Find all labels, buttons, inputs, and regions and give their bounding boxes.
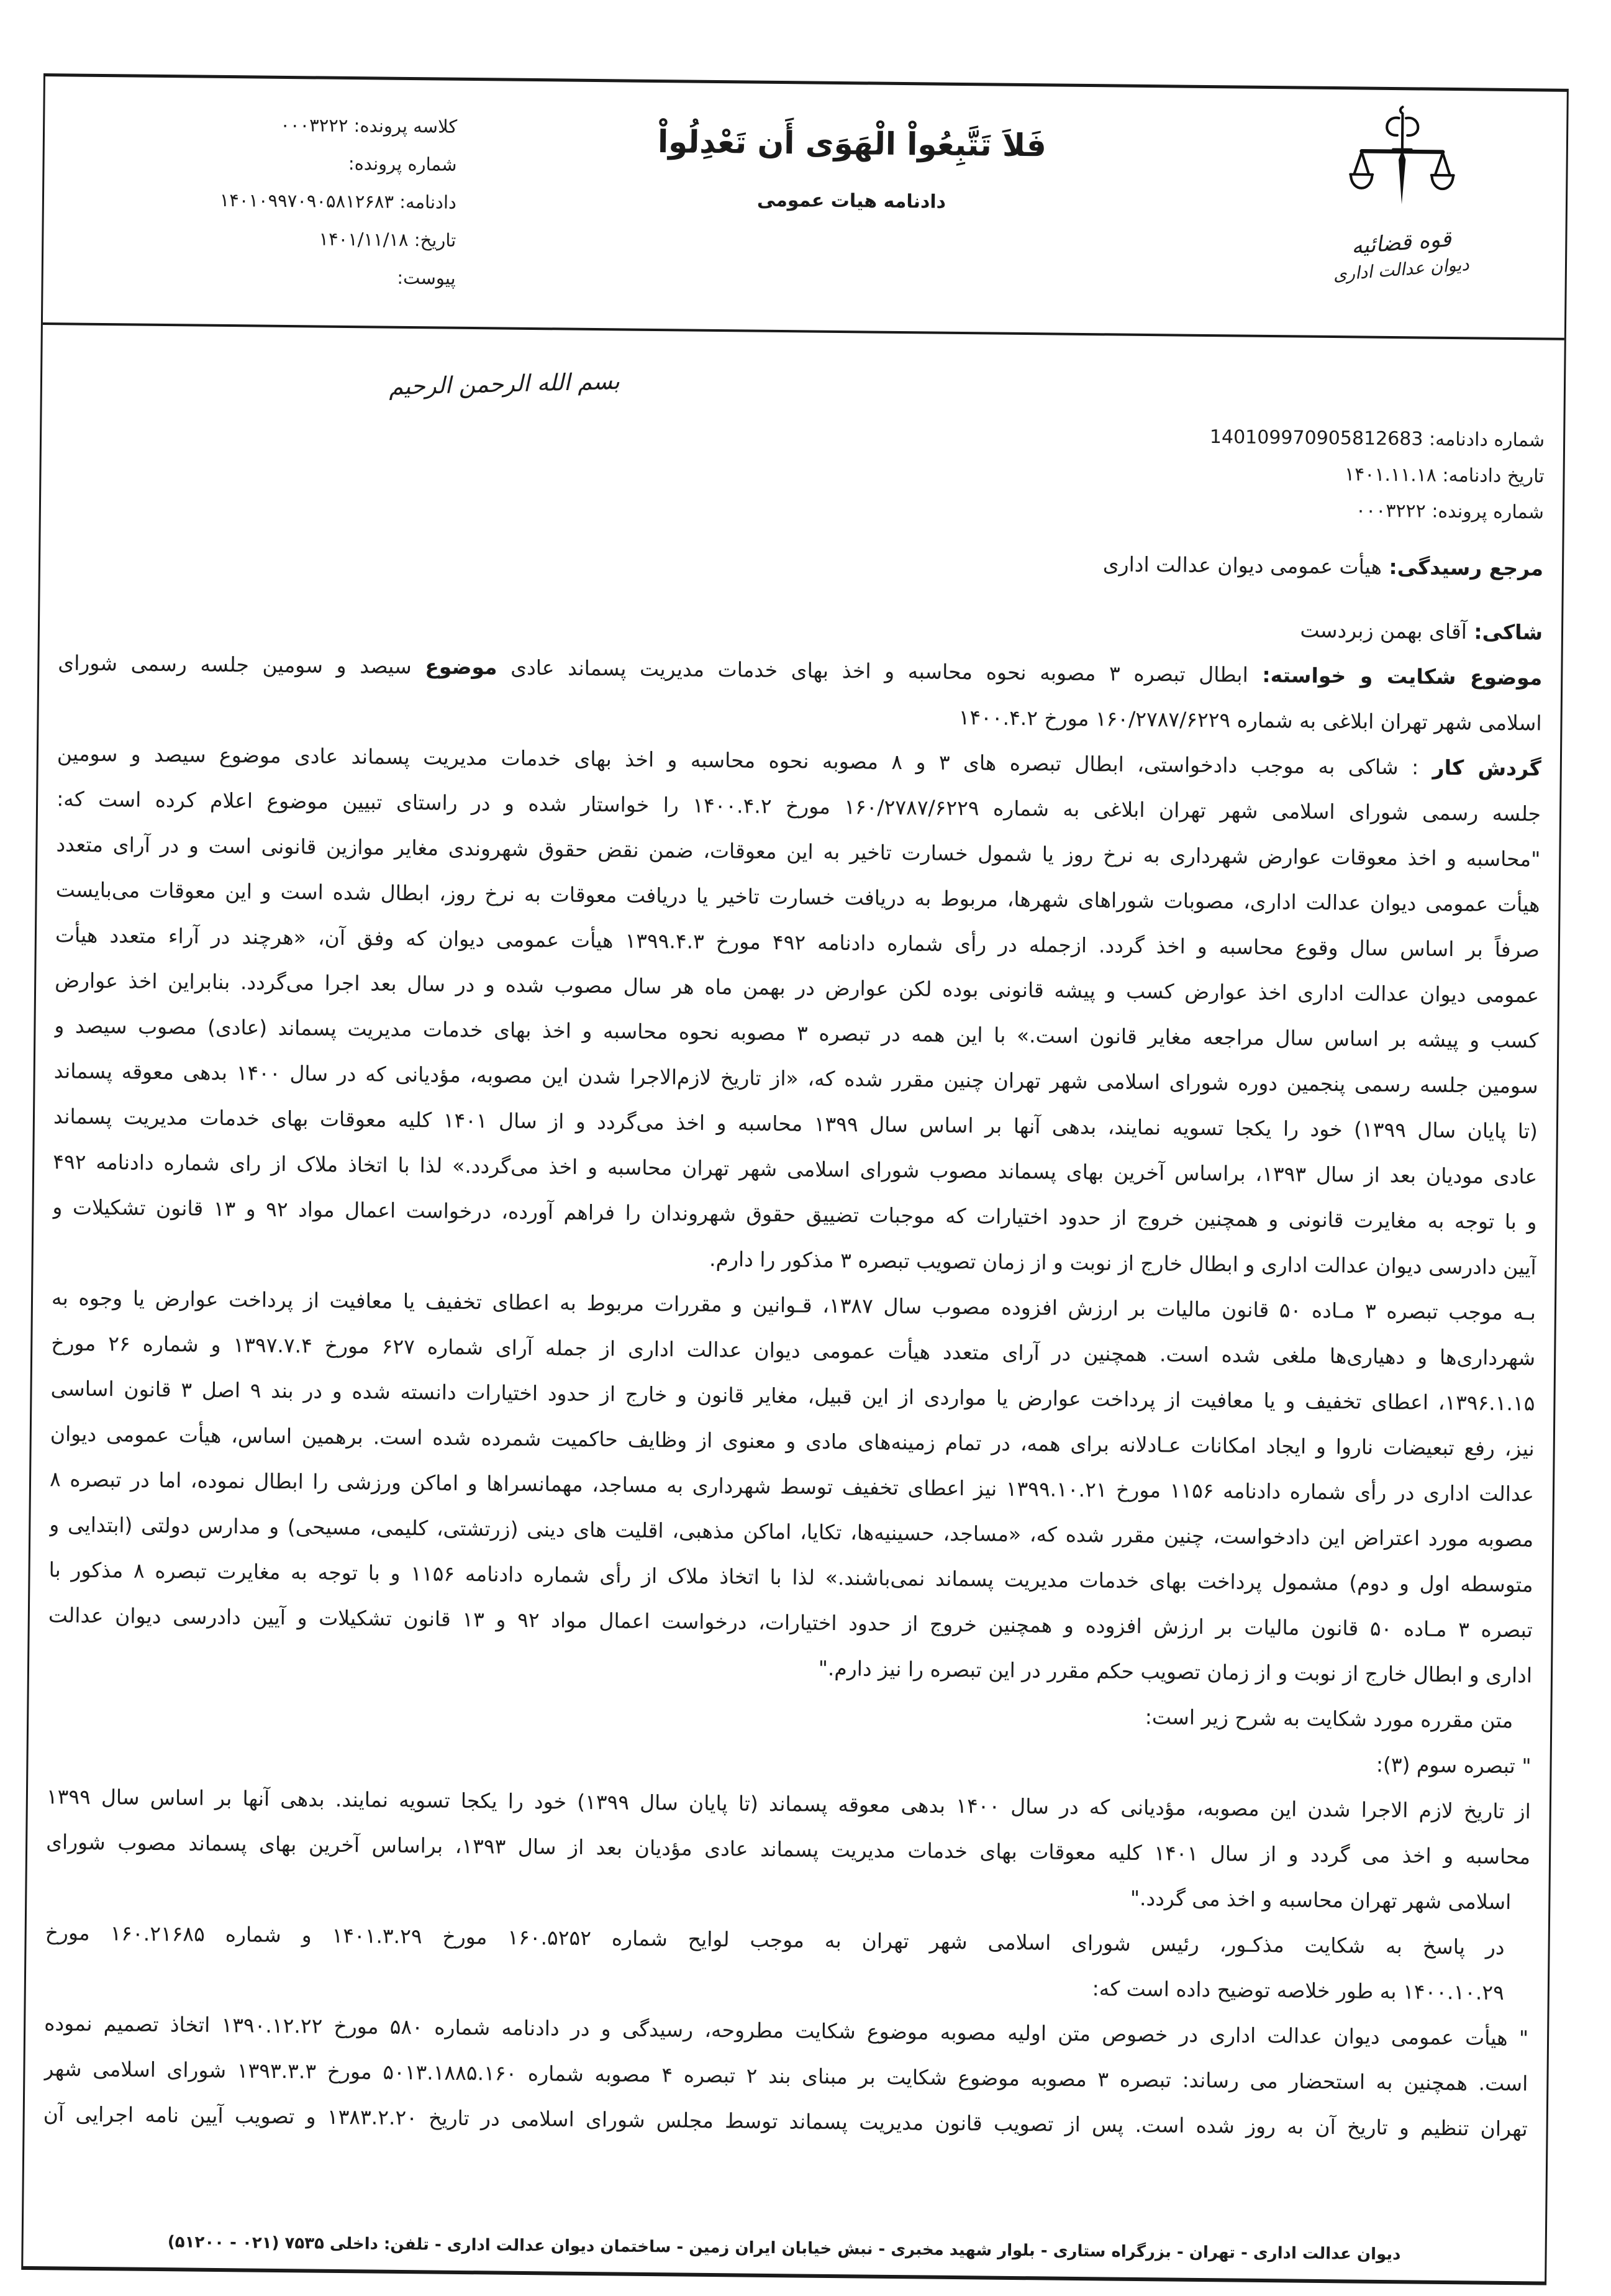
document-line: جلسه رسمی شورای اسلامی شهر تهران ابلاغی به شماره ۱۶۰/۲۷۸۷/۶۲۲۹ مورخ ۱۴۰۰.۴.۲ را خواستار شده و در راستای تبیین موضوع اعلام کرده است که: [56, 786, 1541, 826]
case-info-line: کلاسه پرونده: ۰۰۰۳۲۲۲ [280, 114, 458, 137]
case-info [52, 76, 458, 327]
document-line: از تاریخ لازم الاجرا شدن این مصوبه، مؤدیانی که در سال ۱۴۰۰ بدهی معوقه پسماند (تا پایان سال ۱۳۹۹) خود را یکجا تسویه نمایند. بدهی آنها بر اساس سال ۱۳۹۹ [46, 1784, 1531, 1824]
case-info-line: شماره پرونده: [348, 152, 457, 175]
judgment-text [43, 531, 1543, 2151]
document-line: (تا پایان سال ۱۳۹۹) خود را یکجا تسویه نمایند، بدهی آنها بر اساس سال ۱۳۹۹ محاسبه و اخذ می‌گردد و از سال ۱۴۰۱ کلیه معوقات بهای خدمات مدیریت پسماند [53, 1104, 1538, 1144]
document-line: گردش کار : شاکی به موجب دادخواستی، ابطال تبصره های ۳ و ۸ مصوبه نحوه محاسبه و اخذ بهای خدمات مدیریت پسماند عادی موضوع سیصد و سومین [57, 741, 1541, 781]
document-line: است. همچنین به استحضار می رساند: تبصره ۳ مصوبه موضوع شکایت بر مبنای بند ۲ تبصره ۴ مصوبه شماره ۵۰۱۳.۱۸۸۵.۱۶۰ مورخ ۱۳۹۳.۳.۳ شورای اسلامی شهر [43, 2056, 1528, 2096]
document-line: متن مقرره مورد شکایت به شرح زیر است: [1145, 1705, 1513, 1733]
header-center [455, 81, 1248, 335]
document-line: مرجع رسیدگی: هیأت عمومی دیوان عدالت اداری [1102, 552, 1544, 581]
document-line: اداری و ابطال خارج از نوبت و از زمان تصویب حکم مقرر در این تبصره را نیز دارم." [818, 1656, 1533, 1688]
document-sheet [21, 73, 1569, 2285]
document-line: بـه موجب تبصره ۳ مـاده ۵۰ قانون مالیات بر ارزش افزوده مصوب سال ۱۳۸۷، قـوانین و مقررات مربوط به اعطای تخفیف یا معافیت از پرداخت عوارض یا وجوه به [51, 1285, 1536, 1325]
document-header [43, 76, 1567, 340]
document-line: اسلامی شهر تهران محاسبه و اخذ می گردد." [1130, 1885, 1512, 1915]
document-line: شاکی: آقای بهمن زبردست [1300, 617, 1543, 645]
document-line: و با توجه به مغایرت قانونی و همچنین خروج از حدود اختیارات که موجبات تضییق حقوق شهروندان را فراهم آورده، درخواست اعمال مواد ۹۲ و ۱۳ قانون تشکیلات و [52, 1195, 1537, 1234]
document-line: تهران تنظیم و تاریخ آن به روز شده است. پس از تصویب قانون مدیریت پسماند توسط مجلس شورای اسلامی در تاریخ ۱۳۸۳.۲.۲۰ و تصویب آیین نامه اجرایی آن [43, 2102, 1528, 2141]
document-line: عادی مودیان بعد از سال ۱۳۹۳، براساس آخرین بهای پسماند مصوب شورای اسلامی شهر تهران محاسبه و اخذ می‌گردد.» لذا با اتخاذ ملاک از رای شماره دادنامه ۴۹۲ [53, 1149, 1538, 1189]
judgment-meta-line: تاریخ دادنامه: ۱۴۰۱.۱۱.۱۸ [1344, 463, 1545, 488]
document-line: صرفاً بر اساس سال وقوع محاسبه و اخذ گردد. ازجمله در رأی شماره دادنامه ۴۹۲ مورخ ۱۳۹۹.۴.۳ هیأت عمومی دیوان که وفق آن، «هرچند در آراء متعدد هیأت [55, 922, 1540, 962]
document-line: سومین جلسه رسمی پنجمین دوره شورای اسلامی شهر تهران چنین مقرر شده که، «از تاریخ لازم‌الاجرا شدن این مصوبه، مؤدیانی که در سال ۱۴۰۰ بدهی معوقه پسماند [53, 1059, 1538, 1098]
document-line: مصوبه مورد اعتراض این دادخواست، چنین مقرر شده که، «مساجد، حسینیه‌ها، تکایا، اماکن مذهبی، اقلیت های دینی (زرتشتی، کلیمی، مسیحی) و مدارس دولتی (ابتدایی و [49, 1512, 1534, 1552]
document-line: ۱۳۹۶.۱.۱۵، اعطای تخفیف و یا معافیت از پرداخت عوارض یا مواردی از این قبیل، مغایر قانون و خارج از حدود اختیارات دانسته شده و در بند ۹ اصل ۳ قانون اساسی [50, 1376, 1535, 1416]
court-name-calligraphy: دیوان عدالت اداری [1332, 253, 1470, 285]
document-line: "محاسبه و اخذ معوقات عوارض شهرداری به نرخ روز یا شمول خسارت تاخیر به این معوقات، ضمن نقض حقوق شهروندی مغایر موازین قانونی است و در آرای متعدد [56, 832, 1541, 872]
court-address-footer: دیوان عدالت اداری - تهران - بزرگراه ستاری - بلوار شهید مخبری - نبش خیابان ایران زمین - ساختمان دیوان عدالت اداری - تلفن: داخلی ۷۵۳۵ (۰۲۱ - ۵۱۲۰۰) [167, 2233, 1401, 2264]
document-line: " تبصره سوم (۳): [1376, 1752, 1532, 1779]
judiciary-logo-block [1245, 89, 1558, 338]
judgment-type-title: دادنامه هیات عمومی [756, 189, 946, 213]
document-line: متوسطه اول و دوم) مشمول پرداخت بهای خدمات مدیریت پسماند نمی‌باشند.» لذا با اتخاذ ملاک از رأی شماره دادنامه ۱۱۵۶ و با توجه به مغایرت تبصره ۸ مذکور با [48, 1557, 1533, 1597]
case-info-line: دادنامه: ۱۴۰۱۰۹۹۷۰۹۰۵۸۱۲۶۸۳ [219, 189, 457, 213]
judiciary-name-calligraphy: قوه قضائیه [1350, 226, 1453, 260]
document-body [24, 366, 1564, 2152]
case-info-line: پیوست: [397, 266, 456, 289]
document-line: نیز، رفع تبعیضات ناروا و ایجاد امکانات عـادلانه برای همه، در تمام زمینه‌های مادی و معنوی از وظایف حاکمیت شمرده شده است. برهمین اساس، هیأت عمومی دیوان [50, 1421, 1535, 1461]
document-line: محاسبه و اخذ می گردد و از سال ۱۴۰۱ کلیه معوقات بهای خدمات مدیریت پسماند عادی مؤدیان بعد از سال ۱۳۹۳، براساس آخرین بهای پسماند مصوب شورای [45, 1829, 1531, 1869]
bismillah-calligraphy: بسم الله الرحمن الرحیم [388, 367, 620, 401]
document-line: اسلامی شهر تهران ابلاغی به شماره ۱۶۰/۲۷۸۷/۶۲۲۹ مورخ ۱۴۰۰.۴.۲ [958, 704, 1542, 736]
judgment-meta-line: شماره پرونده: ۰۰۰۳۲۲۲ [1355, 499, 1545, 524]
document-line: " هیأت عمومی دیوان عدالت اداری در خصوص متن اولیه مصوبه موضوع شکایت مطروحه، رسیدگی و در دادنامه شماره ۵۸۰ مورخ ۱۳۹۰.۱۲.۲۲ اتخاذ تصمیم نموده [44, 2011, 1529, 2051]
document-line: موضوع شکایت و خواسته: ابطال تبصره ۳ مصوبه نحوه محاسبه و اخذ بهای خدمات مدیریت پسماند عادی موضوع سیصد و سومین جلسه رسمی شورای [58, 650, 1543, 690]
document-line: شهرداری‌ها و دهیاری‌ها ملغی شده است. همچنین در آرای متعدد هیأت عمومی دیوان عدالت اداری از جمله آرای شماره ۶۲۷ مورخ ۱۳۹۷.۷.۴ و شماره ۲۶ مورخ [51, 1331, 1536, 1370]
judgment-meta [60, 408, 1545, 531]
document-line: عدالت اداری در رأی شماره دادنامه ۱۱۵۶ مورخ ۱۳۹۹.۱۰.۲۱ نیز اعطای تخفیف توسط شهرداری به مساجد، مهمانسراها و اماکن ورزشی را ابطال نموده، اما در تبصره ۸ [49, 1467, 1535, 1506]
document-line: هیأت عمومی دیوان عدالت اداری، مصوبات شوراهای شهرها، مربوط به دریافت خسارت تاخیر یا دریافت معوقات به نرخ روز، ابطال شده است و این معوقات می‌بایست [55, 877, 1540, 917]
case-info-line: تاریخ: ۱۴۰۱/۱۱/۱۸ [319, 228, 456, 251]
quranic-verse: فَلاَ تَتَّبِعُواْ الْهَوَى أَن تَعْدِلُواْ [657, 124, 1047, 164]
document-line: ۱۴۰۰.۱۰.۲۹ به طور خلاصه توضیح داده است که: [1092, 1976, 1505, 2005]
judgment-meta-line: شماره دادنامه: 140109970905812683 [1209, 426, 1545, 452]
document-line: تبصره ۳ مـاده ۵۰ قانون مالیات بر ارزش افزوده و همچنین خروج از حدود اختیارات، درخواست اعمال مواد ۹۲ و ۱۳ قانون تشکیلات و آیین دادرسی دیوان عدالت [48, 1603, 1533, 1642]
document-line: کسب و پیشه بر اساس سال مراجعه مغایر قانون است.» با این همه در تبصره ۳ مصوبه نحوه محاسبه و اخذ بهای خدمات مدیریت پسماند (عادی) مصوب سیصد و [54, 1013, 1539, 1053]
document-line: در پاسخ به شکایت مذکـور، رئیس شورای اسلامی شهر تهران به موجب لوایح شماره ۱۶۰.۵۲۵۲ مورخ ۱۴۰۱.۳.۲۹ و شماره ۱۶۰.۲۱۶۸۵ مورخ [45, 1920, 1505, 1959]
document-line: آیین دادرسی دیوان عدالت اداری و ابطال خارج از نوبت و از زمان تصویب تبصره ۳ مذکور را دارم. [709, 1246, 1536, 1280]
document-line: عمومی دیوان عدالت اداری اخذ عوارض کسب و پیشه قانونی بوده لکن عوارض در بهمن ماه هر سال مصوب شده و در سال بعد اجرا می‌گردد. بنابراین اخذ عوارض [55, 968, 1540, 1008]
